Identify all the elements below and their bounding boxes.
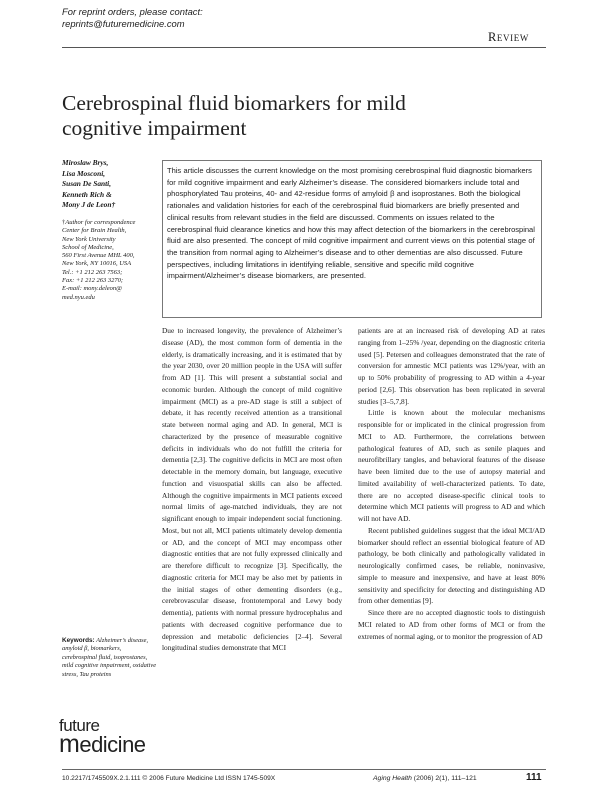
reprint-notice: [62, 6, 203, 29]
affiliation-line: 560 First Avenue MHL 400,: [62, 252, 135, 260]
section-label: Review: [488, 30, 529, 44]
affiliation-line: Center for Brain Health,: [62, 227, 127, 235]
paragraph: Since there are no accepted diagnostic tools to distinguish MCI related to AD from other forms of MCI or from the extremes of normal aging, or to monitor the progression of AD: [358, 608, 545, 641]
paragraph: patients are at an increased risk of developing AD at rates ranging from 1–25% /year, depending on the diagnostic criteria used [5]. Petersen and colleagues demonstrated that the rate of conversion for amnestic MCI patients was 12%/year, with an up to 50% probability of progressing to AD within a 4-year period [2,6]. This observation has been replicated in several studies [3–5,7,8].: [358, 326, 545, 406]
affiliation-line: School of Medicine,: [62, 243, 114, 251]
abstract-box: This article discusses the current knowledge on the most promising cerebrospinal fluid diagnostic biomarkers for mild cognitive impairment and early Alzheimer’s disease. The considered biomarkers include total and phosphorylated Tau proteins, 40- and 42-residue forms of amyloid β and isoprostanes. Both the biological rationales and validation histories for each of the cerebrospinal fluid biomarkers are briefly presented and clinical results from relevant studies in the field are discussed. Comments on issues related to the cerebrospinal fluid clearance kinetics and how this may affect detection of the biomarkers in the cerebrospinal fluid are also presented. The concept of mild cognitive impairment and current views on this potential stage of the transition from normal aging to Alzheimer’s disease and to other dementias are also discussed. Future perspectives, including limitations in identifying reliable, sensitive and specific mild cognitive impairment/Alzheimer’s disease biomarkers, are presented.: [162, 160, 542, 318]
affiliation-line: New York, NY 10016, USA: [62, 260, 132, 268]
affiliation-line: Author for correspondence: [65, 219, 136, 226]
reprint-email: reprints@futuremedicine.com: [62, 17, 185, 29]
journal-citation: (2006) 2(1), 111–121: [411, 775, 477, 782]
author: Miroslaw Brys,: [62, 158, 109, 167]
logo-word-future: future: [59, 716, 100, 735]
body-column-left: [162, 325, 342, 654]
affiliation-line: Tel.: +1 212 263 7563;: [62, 268, 123, 276]
correspondence-line: [62, 219, 157, 227]
title-line-2: cognitive impairment: [62, 116, 247, 140]
logo-word-rest: edicine: [79, 732, 146, 757]
page-number: 111: [526, 772, 542, 783]
reprint-line: For reprint orders, please contact:: [62, 6, 203, 17]
paragraph: Recent published guidelines suggest that the ideal MCI/AD biomarker should reflect an essential biological feature of AD pathology, be both clinically and pathologically validated in neurologically confirmed cases, be reliable, noninvasive, simple to measure and inexpensive, and have at least 80% sensitivity and specificity for detecting and distinguishing AD from other dementias [9].: [358, 525, 545, 606]
article-title: [62, 91, 462, 141]
author: Mony J de Leon†: [62, 200, 116, 209]
author: Kenneth Rich &: [62, 189, 112, 199]
affiliation-line: E-mail: mony.deleon@: [62, 285, 123, 293]
affiliation-line: New York University: [62, 235, 116, 243]
keywords-label: Keywords:: [62, 637, 95, 644]
body-column-right: [358, 325, 545, 642]
affiliation-line: med.nyu.edu: [62, 293, 95, 301]
future-medicine-logo: [59, 716, 159, 758]
paragraph: Due to increased longevity, the prevalence of Alzheimer’s disease (AD), the most common form of dementia in the elderly, is dramatically increasing, and it is estimated that by the year 2030, over 20 million people in the USA will suffer from AD [1]. This will present a substantial social and economic burden. Although the concept of mild cognitive impairment (MCI) as a pre-AD stage is still a subject of debate, it has recently received attention as a transitional state between normal aging and AD. In general, MCI is characterized by the presence of measurable cognitive deficits in individuals who do not fulfill the criteria for dementia [2,3]. The cognitive deficits in MCI are most often detectable in the memory domain, but language, executive function and visuospatial skills can also be affected. Although the cognitive impairments in MCI patients exceed normal limits of age-matched individuals, they are not significant enough to impair independent social functioning. Most, but not all, MCI patients ultimately develop dementia or AD, and the concept of MCI may encompass other diagnostic entities that are not fully expressed clinically and are therefore difficult to recognize [3]. Specifically, the diagnostic criteria for MCI may be also met by patients in the initial stages of other dementing disorders (e.g., cerebrovascular disease, frontotemporal and Lewy body dementia), patients with normal pressure hydrocephalus and patients with decreased cognitive performance due to depression and metabolic deficiencies [2–4]. Several longitudinal studies demonstrate that MCI: [162, 326, 342, 653]
keywords-text: Alzheimer’s disease, amyloid β, biomarkers, cerebrospinal fluid, isoprostanes, mild cognitive impairment, oxidative stress, Tau proteins: [62, 637, 157, 678]
footer-doi: 10.2217/1745509X.2.1.111 © 2006 Future Medicine Ltd ISSN 1745-509X: [62, 775, 276, 782]
paragraph: Little is known about the molecular mechanisms responsible for or implicated in the clinical progression from MCI to AD. Furthermore, the correlations between pathological features of AD, such as senile plaques and neurofibrillary tangles, and behavioral features of the disease have been limited due to the use of autopsy material and limited availability of well-characterized patients. To date, there are no accepted disease-specific clinical tools to determine which MCI patients will progress to AD and which will not have AD.: [358, 408, 545, 523]
footer-rule: [62, 769, 546, 770]
logo-word-medicine: [59, 730, 159, 758]
keywords-block: [62, 637, 157, 679]
footer-journal: [373, 775, 477, 782]
title-line-1: Cerebrospinal fluid biomarkers for mild: [62, 91, 406, 115]
affiliation-line: Fax: +1 212 263 3270;: [62, 277, 124, 285]
author: Lisa Mosconi,: [62, 168, 106, 178]
header-rule: [62, 47, 546, 48]
dagger-marker: †: [62, 219, 66, 226]
author: Susan De Santi,: [62, 179, 112, 188]
affiliation-block: [62, 219, 157, 302]
logo-letter-m: m: [59, 730, 80, 758]
journal-name: Aging Health: [373, 775, 412, 782]
author-list: [62, 158, 157, 211]
